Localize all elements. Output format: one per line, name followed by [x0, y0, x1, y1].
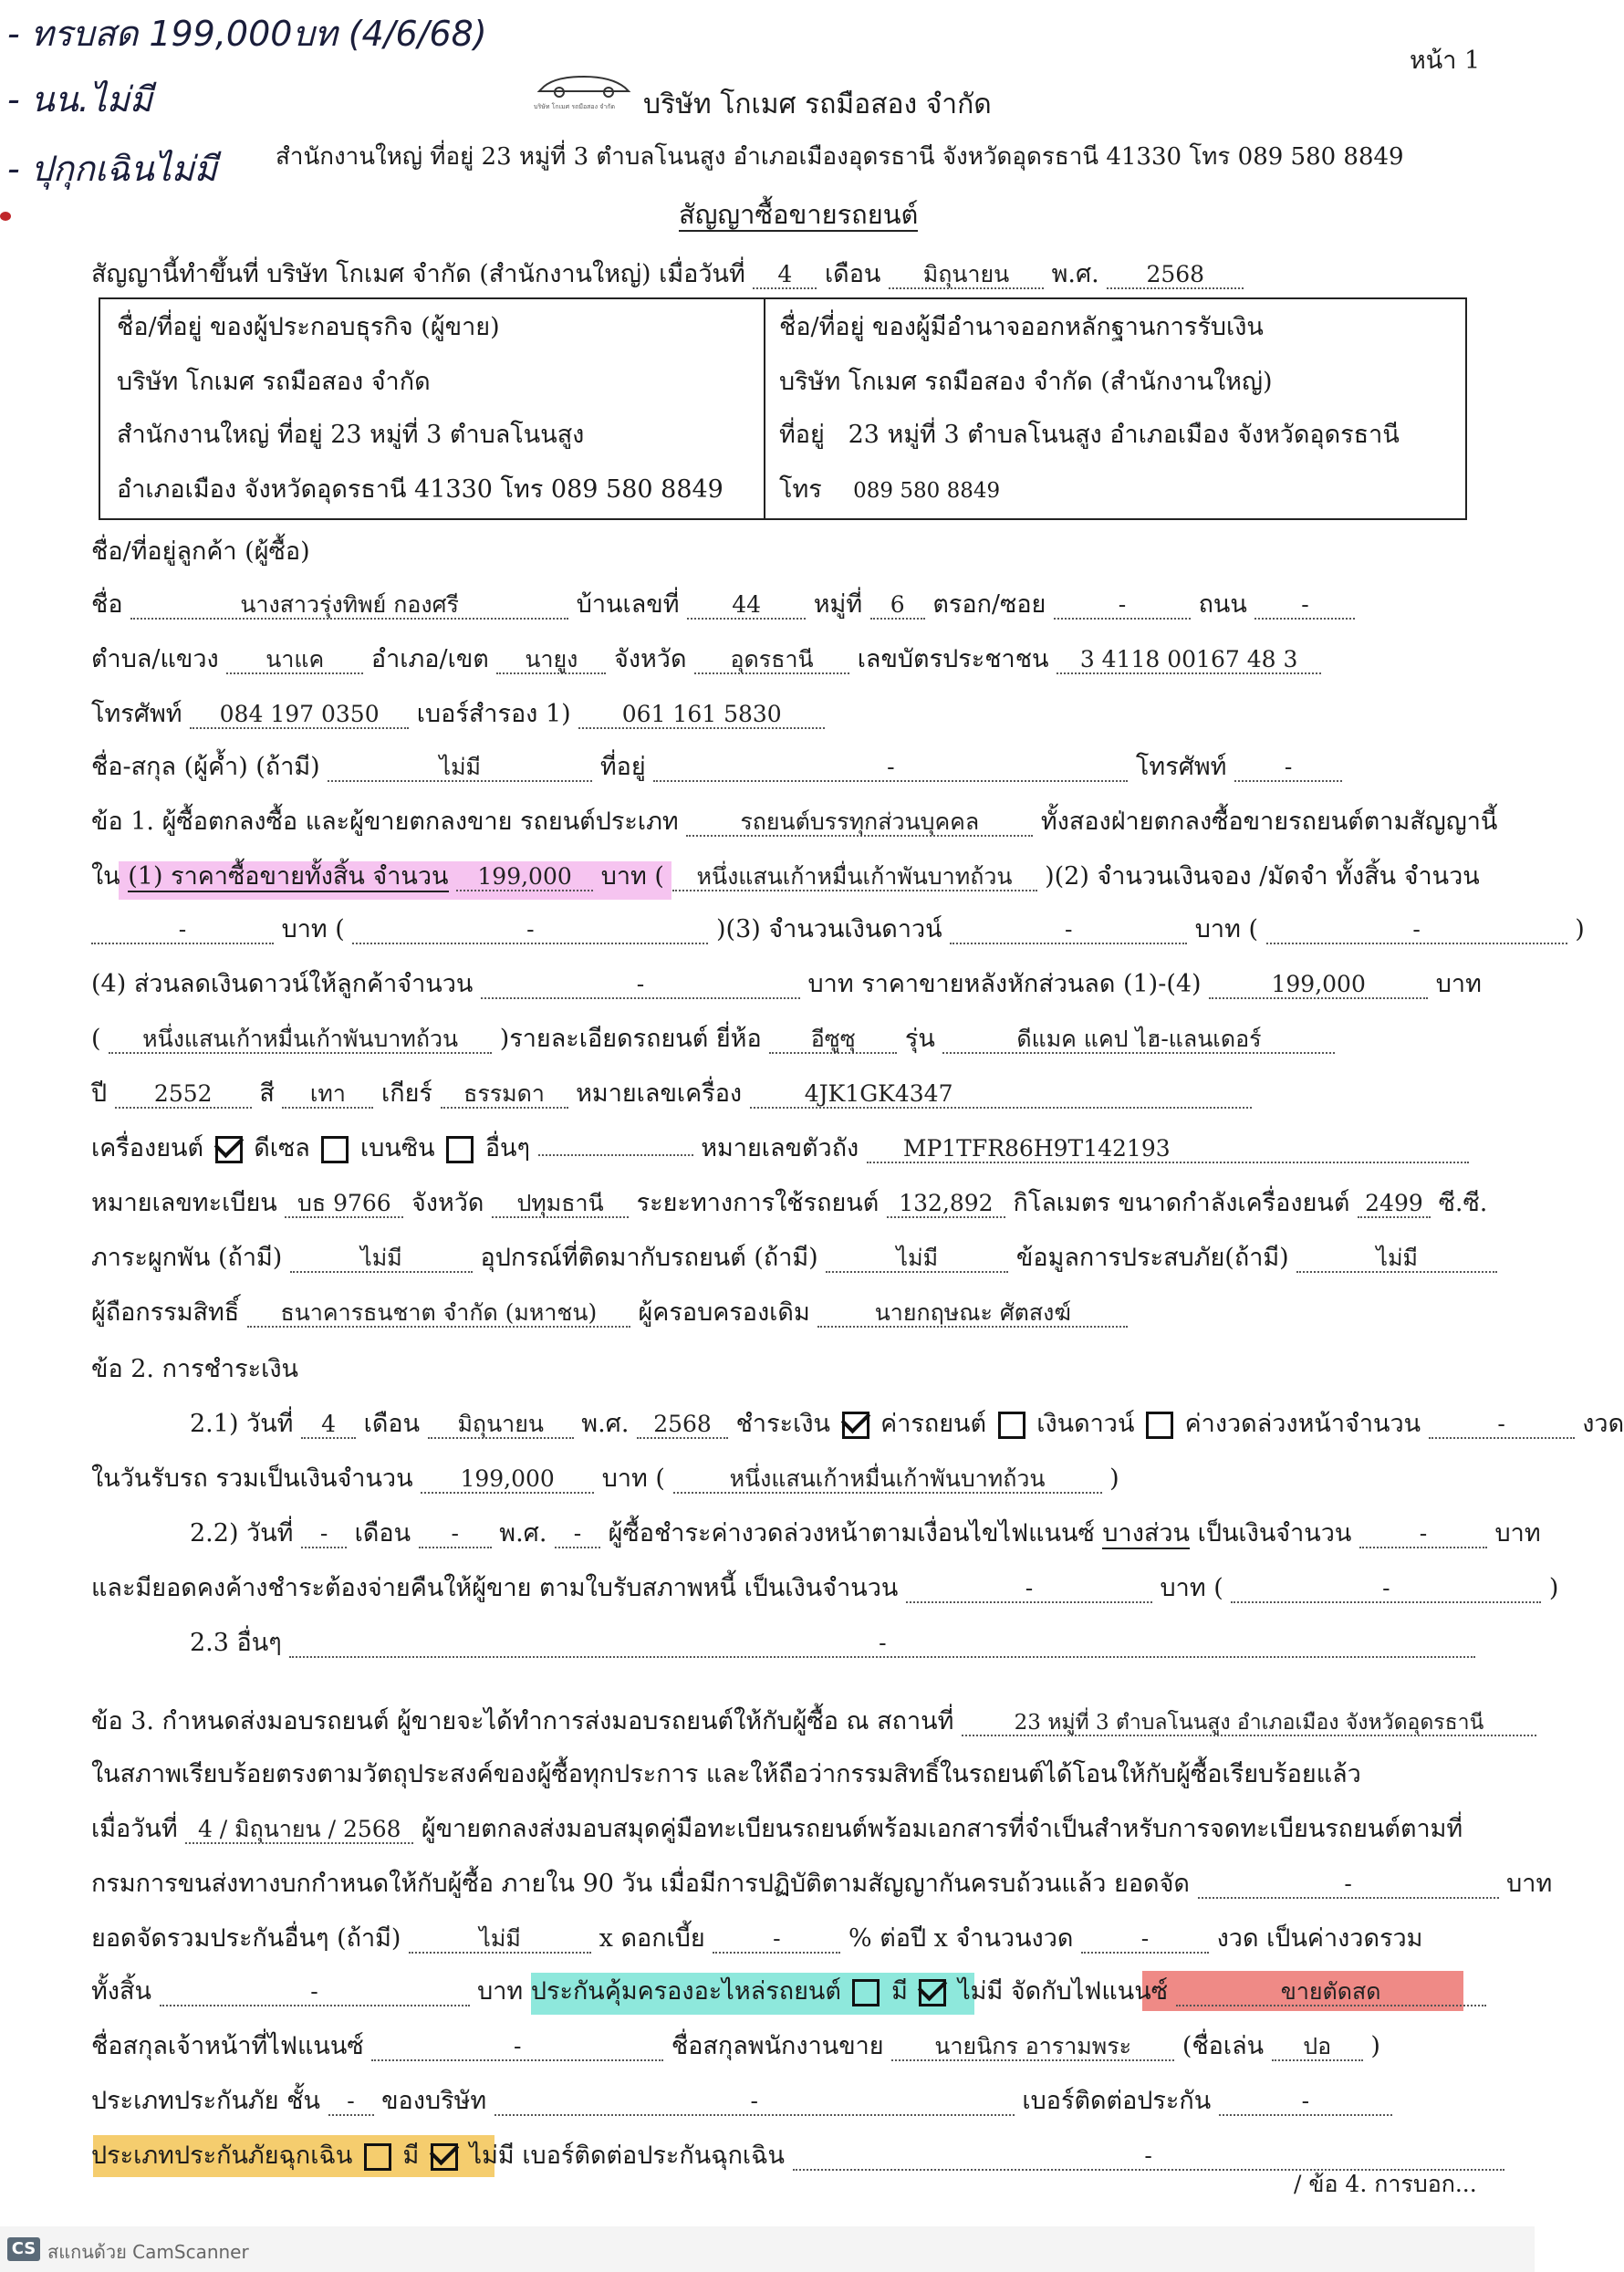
clause3-row-3 [91, 1816, 1463, 1844]
installments-label: % ต่อปี x จำนวนงวด [848, 1924, 1074, 1953]
delivery-place: 23 หมู่ที่ 3 ตำบลโนนสูง อำเภอเมือง จังหวัดอุดรธานี [962, 1712, 1536, 1736]
cc-value: 2499 [1358, 1191, 1431, 1218]
clause2-row-1 [190, 1411, 1624, 1439]
discount-label: (4) ส่วนลดเงินดาวน์ให้ลูกค้าจำนวน [91, 970, 474, 998]
chassis-label: หมายเลขตัวถัง [701, 1134, 859, 1162]
other-fuel-checkbox[interactable] [446, 1136, 474, 1163]
intro-year-label: พ.ศ. [1051, 260, 1099, 288]
baht-paren: บาท ( [600, 862, 664, 891]
insurance-company: - [494, 2089, 1015, 2116]
camscanner-text: สแกนด้วย CamScanner [47, 2241, 249, 2263]
insurance-tel: - [1219, 2089, 1392, 2116]
buyer-soi: - [1054, 592, 1191, 620]
p2-day: - [301, 1521, 347, 1548]
p1-month: มิถุนายน [428, 1412, 574, 1439]
clause1-row-8 [91, 1190, 1487, 1218]
finance-value: ขายตัดสด [1176, 1979, 1486, 2006]
baht-paren: บาท ( [281, 915, 345, 943]
cc-unit: ซี.ซี. [1438, 1189, 1488, 1217]
baht-label: บาท [1506, 1870, 1553, 1898]
p3-label: 2.3 อื่นๆ [190, 1629, 282, 1657]
emergency-tel-label: เบอร์ติดต่อประกันฉุกเฉิน [522, 2142, 785, 2170]
guarantor-address: - [653, 755, 1128, 782]
document-title: สัญญาซื้อขายรถยนต์ [679, 199, 919, 230]
road-label: ถนน [1198, 590, 1247, 619]
car-price-label: ค่ารถยนต์ [880, 1410, 987, 1438]
price-words: หนึ่งแสนเก้าหมื่นเก้าพันบาทถ้วน [672, 864, 1037, 891]
buyer-row-2 [91, 646, 1321, 674]
engine-label: เครื่องยนต์ [91, 1134, 204, 1162]
p1-day: 4 [301, 1412, 356, 1439]
clause1-intro-b: ทั้งสองฝ่ายตกลงซื้อขายรถยนต์ตามสัญญานี้ [1040, 808, 1498, 836]
guarantor-addr-label: ที่อยู่ [599, 753, 646, 781]
benzin-checkbox[interactable] [321, 1136, 349, 1163]
insurance-company-label: ของบริษัท [381, 2087, 487, 2115]
seller-label: ชื่อ/ที่อยู่ ของผู้ประกอบธุรกิจ (ผู้ขาย) [117, 313, 500, 341]
period-label: งวด [1582, 1410, 1624, 1438]
other-label: อื่นๆ [484, 1134, 531, 1162]
no-label: ไม่มี [958, 1977, 1004, 2006]
clause1-row-9 [91, 1245, 1497, 1273]
insurance-class-label: ประเภทประกันภัย ชั้น [91, 2087, 320, 2115]
intro-year: 2568 [1107, 262, 1244, 289]
p2-owe-label: และมียอดคงค้างชำระต้องจ่ายคืนให้ผู้ขาย ตามใบรับสภาพหนี้ เป็นเงินจำนวน [91, 1574, 899, 1602]
tel-label: โทร [779, 475, 822, 504]
seller-box-divider [764, 297, 765, 518]
net-words: หนึ่งแสนเก้าหมื่นเก้าพันบาทถ้วน [109, 1027, 492, 1054]
yes-label: มี [402, 2142, 420, 2170]
intro-month-label: เดือน [824, 260, 881, 288]
deposit-value: - [91, 917, 274, 944]
installments-count: - [1081, 1926, 1209, 1954]
car-logo-icon [534, 71, 634, 102]
buyer-row-3 [91, 701, 825, 729]
mileage-value: 132,892 [887, 1191, 1005, 1218]
delivery-date: 4 / มิถุนายน / 2568 [185, 1817, 413, 1844]
id-label: เลขบัตรประชาชน [857, 645, 1049, 673]
p2-amount-label: เป็นเงินจำนวน [1197, 1519, 1352, 1548]
clause3-register-text: ผู้ขายตกลงส่งมอบสมุดคู่มือทะเบียนรถยนต์พร้อมเอกสารที่จำเป็นสำหรับการจดทะเบียนรถยนต์ตามที่ [421, 1815, 1463, 1843]
buyer-tambon: นาแค [226, 647, 363, 674]
logo-caption: บริษัท โกเมศ รถมือสอง จำกัด [534, 103, 616, 110]
plate-province: ปทุมธานี [492, 1191, 629, 1218]
total-value: - [160, 1979, 470, 2006]
parts-insurance-label: ประกันคุ้มครองอะไหล่รถยนต์ [530, 1977, 841, 2006]
guarantor-tel: - [1234, 755, 1342, 782]
accessories-label: อุปกรณ์ที่ติดมากับรถยนต์ (ถ้ามี) [480, 1244, 818, 1272]
net-price: 199,000 [1209, 972, 1428, 999]
mileage-label: ระยะทางการใช้รถยนต์ [636, 1189, 880, 1217]
car-price-checkbox[interactable] [842, 1412, 869, 1439]
emergency-insurance-label: ประเภทประกันภัยฉุกเฉิน [91, 2142, 353, 2170]
interest-rate: - [713, 1926, 840, 1954]
parts-insurance-no-checkbox[interactable] [919, 1979, 946, 2006]
seller-company: บริษัท โกเมศ รถมือสอง จำกัด [117, 368, 431, 396]
in-label: ใน [91, 862, 120, 891]
engine-no-label: หมายเลขเครื่อง [576, 1079, 743, 1108]
handwritten-note-1: - ทรบสด 199,000บท (4/6/68) [7, 14, 487, 54]
close-paren: ) [1548, 1574, 1559, 1602]
car-model: ดีแมค แคป ไฮ-แลนเดอร์ [942, 1027, 1335, 1054]
insurance-tel-label: เบอร์ติดต่อประกัน [1022, 2087, 1212, 2115]
yes-label: มี [891, 1977, 908, 2006]
discount-value: - [481, 972, 800, 999]
clause2-title: ข้อ 2. การชำระเงิน [91, 1355, 298, 1383]
clause1-row-1 [91, 808, 1497, 837]
p1-words: หนึ่งแสนเก้าหมื่นเก้าพันบาทถ้วน [673, 1466, 1102, 1494]
model-label: รุ่น [904, 1025, 935, 1053]
color-label: สี [259, 1079, 275, 1108]
lien-value: ไม่มี [290, 1245, 473, 1273]
emergency-yes-checkbox[interactable] [364, 2143, 391, 2171]
benzin-label: เบนซิน [360, 1134, 435, 1162]
deposit-words: - [352, 917, 708, 944]
finance-amount: - [1198, 1871, 1499, 1899]
baht-paren: บาท ( [1194, 915, 1259, 943]
insurance-class: - [328, 2089, 374, 2116]
seller-address-2: อำเภอเมือง จังหวัดอุดรธานี 41330 โทร 089 580 8849 [117, 475, 724, 504]
clause1-row-10 [91, 1299, 1128, 1328]
down-label: )(3) จำนวนเงินดาวน์ [716, 915, 942, 943]
buyer-road: - [1254, 592, 1355, 620]
year-label: ปี [91, 1079, 108, 1108]
intro-day: 4 [753, 262, 817, 289]
clause3-row-5 [91, 1925, 1422, 1954]
clause2-row-2 [91, 1465, 1119, 1494]
buyer-tel: 084 197 0350 [190, 702, 409, 729]
close-paren: ) [1370, 2032, 1380, 2060]
soi-label: ตรอก/ซอย [932, 590, 1046, 619]
clause3-row-2: ในสภาพเรียบร้อยตรงตามวัตถุประสงค์ของผู้ซื้อทุกประการ และให้ถือว่ากรรมสิทธิ์ในรถยนต์ได้โอนให้กับผู้ซื้อเรียบร้อยแล้ว [91, 1760, 1361, 1788]
buyer-house: 44 [687, 592, 806, 620]
close-paren: ) [1575, 915, 1585, 943]
accident-label: ข้อมูลการประสบภัย(ถ้ามี) [1015, 1244, 1289, 1272]
clause1-row-4 [91, 971, 1482, 999]
p1-label: 2.1) วันที่ [190, 1410, 294, 1438]
p1-year: 2568 [637, 1412, 728, 1439]
deposit-label: )(2) จำนวนเงินจอง /มัดจำ ทั้งสิ้น จำนวน [1045, 862, 1480, 891]
accessories-value: ไม่มี [826, 1245, 1008, 1273]
tambon-label: ตำบล/แขวง [91, 645, 219, 673]
guarantor-label: ชื่อ-สกุล (ผู้ค้ำ) (ถ้ามี) [91, 753, 320, 781]
down-payment-checkbox[interactable] [998, 1412, 1025, 1439]
owner-label: ผู้ถือกรรมสิทธิ์ [91, 1298, 240, 1327]
salesperson-name: นายนิกร อารามพระ [891, 2034, 1174, 2061]
p2-month: - [419, 1521, 492, 1548]
finance-officer-value: - [371, 2034, 663, 2061]
gear-label: เกียร์ [381, 1079, 432, 1108]
possessor-label: ผู้ครอบครองเดิม [638, 1298, 810, 1327]
p2-owe-words: - [1231, 1576, 1541, 1603]
nickname-label: (ชื่อเล่น [1182, 2032, 1265, 2060]
salesperson-nickname: ปอ [1272, 2034, 1363, 2061]
car-gear: ธรรมดา [441, 1081, 568, 1109]
plate-number: บธ 9766 [285, 1191, 403, 1218]
clause3-row-6 [91, 1978, 1486, 2006]
emergency-tel: - [793, 2143, 1504, 2171]
receipt-authority-address [779, 422, 1400, 449]
clause1-intro: ข้อ 1. ผู้ซื้อตกลงซื้อ และผู้ขายตกลงขาย รถยนต์ประเภท [91, 808, 679, 836]
p2-label: 2.2) วันที่ [190, 1519, 294, 1548]
red-ink-mark [0, 212, 11, 221]
car-year: 2552 [115, 1081, 252, 1109]
clause3-row-9 [91, 2142, 1504, 2171]
p2-text: ผู้ซื้อชำระค่างวดล่วงหน้าตามเงื่อนไขไฟแนนซ์ [608, 1519, 1095, 1548]
owner-value: ธนาคารธนชาต จำกัด (มหาชน) [247, 1300, 630, 1328]
diesel-label: ดีเซล [254, 1134, 310, 1162]
date-label: เมื่อวันที่ [91, 1815, 178, 1843]
total-label: ทั้งสิ้น [91, 1977, 151, 2006]
camscanner-logo-icon: CS [7, 2237, 40, 2261]
buyer-row-1 [91, 591, 1355, 620]
p1-amount: 199,000 [421, 1466, 594, 1494]
down-value: - [950, 917, 1187, 944]
baht-label: บาท [1494, 1519, 1541, 1548]
month-label: เดือน [354, 1519, 411, 1548]
cc-label: กิโลเมตร ขนาดกำลังเครื่องยนต์ [1013, 1189, 1350, 1217]
total-installment-label: งวด เป็นค่างวดรวม [1216, 1924, 1423, 1953]
continued-note: / ข้อ 4. การบอก... [1294, 2171, 1477, 2197]
tel-value: 089 580 8849 [853, 479, 1001, 503]
buyer-id-number: 3 4118 00167 48 3 [1057, 647, 1321, 674]
p3-value: - [289, 1631, 1475, 1658]
buyer-section-title: ชื่อ/ที่อยู่ลูกค้า (ผู้ซื้อ) [91, 537, 310, 566]
clause3-intro: ข้อ 3. กำหนดส่งมอบรถยนต์ ผู้ขายจะได้ทำการส่งมอบรถยนต์ให้กับผู้ซื้อ ณ สถานที่ [91, 1707, 954, 1735]
finance-officer-label: ชื่อสกุลเจ้าหน้าที่ไฟแนนซ์ [91, 2032, 364, 2060]
receipt-authority-label: ชื่อ/ที่อยู่ ของผู้มีอำนาจออกหลักฐานการรับเงิน [779, 313, 1264, 341]
down-payment-label: เงินดาวน์ [1036, 1410, 1135, 1438]
guarantor-name: ไม่มี [328, 755, 592, 782]
possessor-value: นายกฤษณะ ศัตสงฆ์ [817, 1300, 1128, 1328]
car-color: เทา [282, 1081, 373, 1109]
clause1-row-6 [91, 1080, 1252, 1109]
clause1-row-5: ( หนึ่งแสนเก้าหมื่นเก้าพันบาทถ้วน )รายละเอียดรถยนต์ ยี่ห้อ อีซูซุ รุ่น ดีแมค แคป ไฮ-แลนเดอร์ [91, 1026, 1335, 1054]
buyer-moo: 6 [870, 592, 925, 620]
buyer-tel2: 061 161 5830 [578, 702, 825, 729]
house-label: บ้านเลขที่ [576, 590, 680, 619]
close-paren: ) [1109, 1464, 1119, 1493]
seller-address-1: สำนักงานใหญ่ ที่อยู่ 23 หมู่ที่ 3 ตำบลโนนสูง [117, 421, 585, 449]
clause2-row-5 [190, 1630, 1475, 1658]
plate-label: หมายเลขทะเบียน [91, 1189, 277, 1217]
name-label: ชื่อ [91, 590, 123, 619]
net-label: บาท ราคาขายหลังหักส่วนลด (1)-(4) [807, 970, 1202, 998]
p1-total-label: ในวันรับรถ รวมเป็นเงินจำนวน [91, 1464, 413, 1493]
price-label: (1) ราคาซื้อขายทั้งสิ้น จำนวน [128, 862, 449, 891]
company-address: สำนักงานใหญ่ ที่อยู่ 23 หมู่ที่ 3 ตำบลโนนสูง อำเภอเมืองอุดรธานี จังหวัดอุดรธานี 41330 โทร 089 580 8849 [276, 143, 1404, 171]
intro-line [91, 261, 1244, 289]
engine-number: 4JK1GK4347 [750, 1081, 1252, 1109]
advance-count: - [1429, 1412, 1575, 1439]
baht-paren: บาท ( [601, 1464, 665, 1493]
finance-label: จัดกับไฟแนนซ์ [1010, 1977, 1169, 2006]
brand-label: )รายละเอียดรถยนต์ ยี่ห้อ [499, 1025, 762, 1053]
guarantor-tel-label: โทรศัพท์ [1135, 753, 1227, 781]
other-insurance-label: ยอดจัดรวมประกันอื่นๆ (ถ้ามี) [91, 1924, 401, 1953]
clause2-row-4 [91, 1575, 1558, 1603]
addr-label: ที่อยู่ [779, 421, 825, 449]
clause1-row-2 [91, 863, 1480, 891]
clause1-row-7 [91, 1135, 1469, 1163]
down-words: - [1266, 917, 1567, 944]
clause3-row-4 [91, 1871, 1552, 1899]
clause3-row-7 [91, 2033, 1380, 2061]
car-type: รถยนต์บรรทุกส่วนบุคคล [686, 809, 1033, 837]
month-label: เดือน [363, 1410, 421, 1438]
tel2-label: เบอร์สำรอง 1) [416, 700, 571, 728]
intro-prefix: สัญญานี้ทำขึ้นที่ บริษัท โกเมศ จำกัด (สำนักงานใหญ่) เมื่อวันที่ [91, 260, 745, 288]
salesperson-label: ชื่อสกุลพนักงานขาย [671, 2032, 884, 2060]
buyer-province: อุดรธานี [694, 647, 849, 674]
amphoe-label: อำเภอ/เขต [370, 645, 489, 673]
clause3-transport-text: กรมการขนส่งทางบกกำหนดให้กับผู้ซื้อ ภายใน 90 วัน เมื่อมีการปฏิบัติตามสัญญากันครบถ้วนแล้ว ยอดจัด [91, 1870, 1190, 1898]
year-label: พ.ศ. [581, 1410, 630, 1438]
buyer-name: นางสาวรุ่งทิพย์ กองศรี [130, 592, 568, 620]
clause2-row-3 [190, 1520, 1541, 1548]
chassis-number: MP1TFR86H9T142193 [867, 1136, 1469, 1163]
moo-label: หมู่ที่ [813, 590, 863, 619]
no-label: ไม่มี [469, 2142, 515, 2170]
emergency-no-checkbox[interactable] [431, 2143, 458, 2171]
clause3-row-8 [91, 2088, 1392, 2116]
lien-label: ภาระผูกพัน (ถ้ามี) [91, 1244, 283, 1272]
baht-label: บาท [1435, 970, 1482, 998]
accident-value: ไม่มี [1296, 1245, 1497, 1273]
buyer-amphoe: นายูง [496, 647, 606, 674]
parts-insurance-yes-checkbox[interactable] [852, 1979, 880, 2006]
tel-label: โทรศัพท์ [91, 700, 182, 728]
p2-partial: บางส่วน [1102, 1519, 1190, 1548]
intro-month: มิถุนายน [889, 262, 1044, 289]
plate-province-label: จังหวัด [411, 1189, 484, 1217]
addr-value: 23 หมู่ที่ 3 ตำบลโนนสูง อำเภอเมือง จังหวัดอุดรธานี [848, 421, 1400, 449]
page-number: หน้า 1 [1410, 47, 1481, 75]
year-label: พ.ศ. [499, 1519, 547, 1548]
baht-paren: บาท ( [1160, 1574, 1223, 1602]
price-value: 199,000 [456, 864, 593, 891]
baht-label: บาท [477, 1977, 524, 2006]
handwritten-note-3: - ปุกุกเฉินไม่มี [7, 149, 217, 189]
p2-owe-value: - [906, 1576, 1152, 1603]
guarantor-row [91, 754, 1342, 782]
receipt-authority-tel [779, 476, 1000, 504]
receipt-authority-company: บริษัท โกเมศ รถมือสอง จำกัด (สำนักงานใหญ่) [779, 368, 1273, 396]
advance-checkbox[interactable] [1146, 1412, 1173, 1439]
province-label: จังหวัด [614, 645, 687, 673]
diesel-checkbox[interactable] [215, 1136, 243, 1163]
advance-label: ค่างวดล่วงหน้าจำนวน [1184, 1410, 1421, 1438]
company-name: บริษัท โกเมศ รถมือสอง จำกัด [643, 89, 992, 120]
other-insurance-value: ไม่มี [409, 1926, 591, 1954]
clause1-row-3 [91, 916, 1585, 944]
interest-label: x ดอกเบี้ย [599, 1924, 705, 1953]
handwritten-note-2: - นน.ไม่มี [7, 79, 153, 120]
clause3-row-1 [91, 1708, 1536, 1736]
p2-year: - [555, 1521, 600, 1548]
car-brand: อีซูซุ [769, 1027, 897, 1054]
p2-amount: - [1359, 1521, 1487, 1548]
pay-label: ชำระเงิน [735, 1410, 830, 1438]
